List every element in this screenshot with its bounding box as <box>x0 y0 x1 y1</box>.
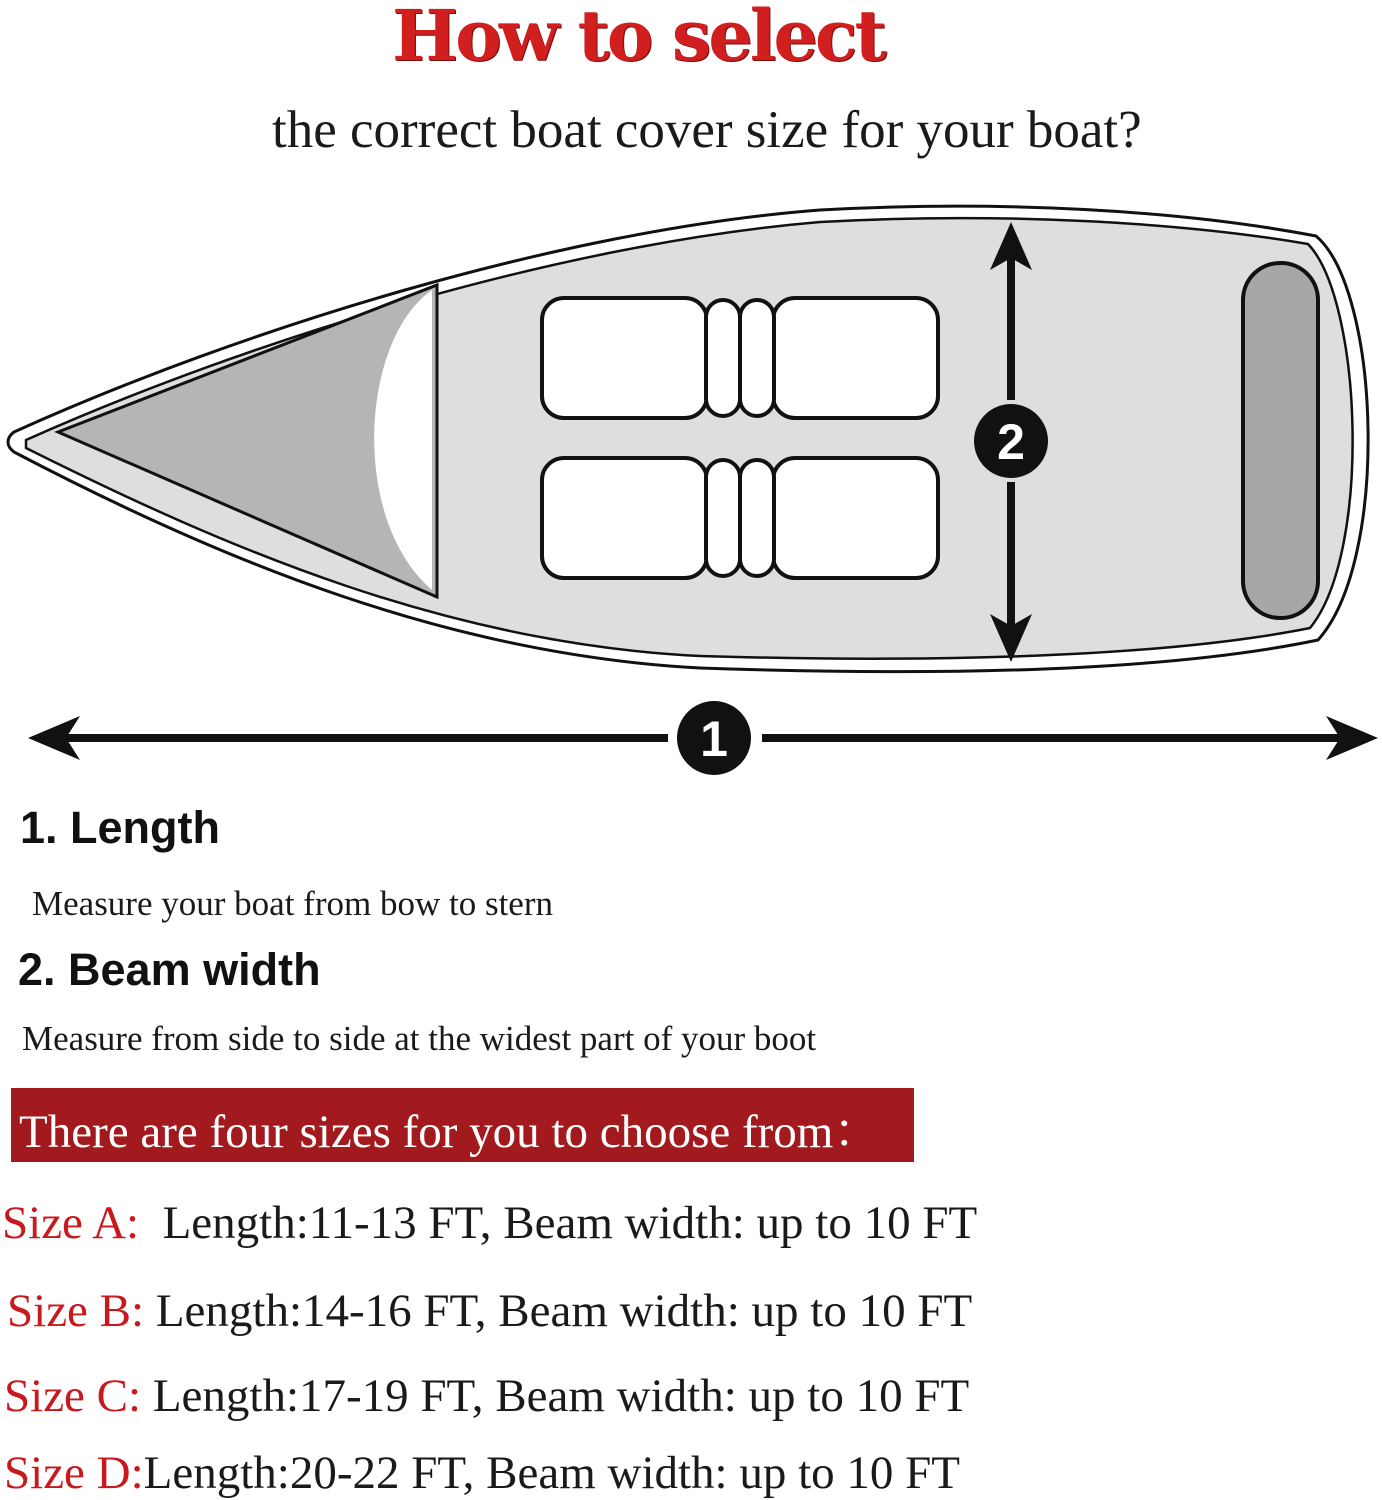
size-row-a <box>2 1196 977 1250</box>
seat <box>773 458 938 578</box>
size-spec: Length:17-19 FT, Beam width: up to 10 FT <box>152 1370 970 1422</box>
seat <box>542 458 707 578</box>
seat-divider <box>706 460 740 576</box>
size-label: Size C: <box>4 1370 142 1422</box>
size-row-d <box>4 1446 960 1500</box>
size-label: Size A: <box>2 1197 140 1249</box>
length-heading: 1. Length <box>20 802 220 853</box>
seat-divider <box>706 300 740 416</box>
beam-description: Measure from side to side at the widest part of your boot <box>22 1019 817 1058</box>
length-arrow <box>0 695 1382 785</box>
size-row-b <box>7 1284 972 1338</box>
beam-marker: 2 <box>997 414 1025 470</box>
page-title: How to select <box>392 0 884 77</box>
size-spec: Length:14-16 FT, Beam width: up to 10 FT <box>155 1285 973 1337</box>
sizes-banner-text: There are four sizes for you to choose from： <box>19 1106 881 1158</box>
size-spec: Length:11-13 FT, Beam width: up to 10 FT <box>162 1197 978 1249</box>
seat-divider <box>740 460 774 576</box>
rear-pad <box>1243 263 1318 618</box>
page-subtitle: the correct boat cover size for your boat? <box>272 101 1142 159</box>
length-marker: 1 <box>700 711 728 767</box>
seat-divider <box>740 300 774 416</box>
sizes-banner <box>11 1088 914 1162</box>
size-row-c <box>4 1369 969 1423</box>
size-spec: Length:20-22 FT, Beam width: up to 10 FT <box>143 1447 961 1499</box>
boat-diagram <box>0 195 1382 685</box>
seat <box>773 298 938 418</box>
size-label: Size B: <box>7 1285 145 1337</box>
size-label: Size D: <box>4 1447 144 1499</box>
beam-heading: 2. Beam width <box>18 944 321 995</box>
length-description: Measure your boat from bow to stern <box>32 884 553 923</box>
seat <box>542 298 707 418</box>
